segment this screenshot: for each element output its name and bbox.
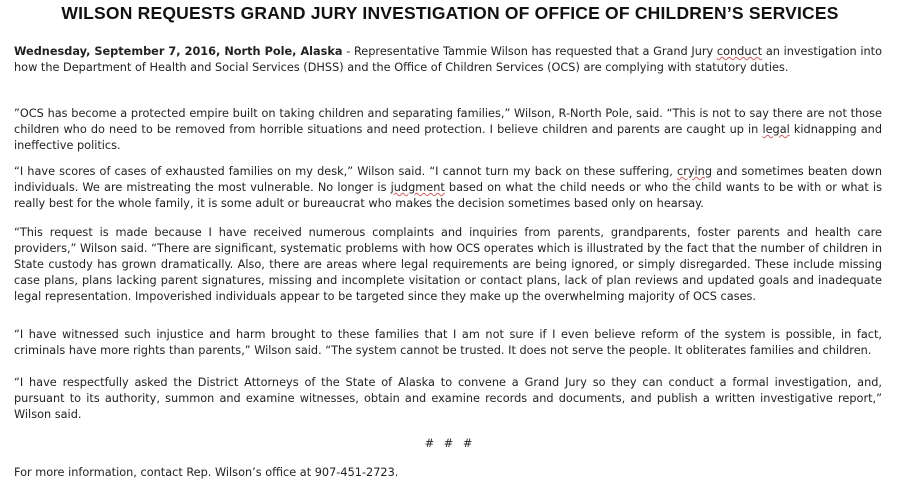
paragraph-text: and sometimes beaten down individuals. We are mistreating the most vulnerable. No longer is [14,165,883,194]
headline: WILSON REQUESTS GRAND JURY INVESTIGATION OF OFFICE OF CHILDREN’S SERVICES [61,3,839,23]
paragraph-text: an investigation into how the Department of Health and Social Services (DHSS) and the Office of Children Services (OCS) are complying with statutory duties. [14,45,882,74]
paragraph-quote-5: “I have respectfully asked the District Attorneys of the State of Alaska to convene a Grand Jury so they can conduct a formal investigation, and, pursuant to its authority, summon and examine witnesses, obtain and examine records and documents, and publish a written investigative report,” Wilson said. [14,376,882,421]
spellcheck-word: legal [762,123,790,136]
paragraph-text: “I have scores of cases of exhausted families on my desk,” Wilson said. “I cannot turn my back on these suffering, [14,165,677,178]
spellcheck-word: crying [677,165,713,178]
paragraph-text: - Representative Tammie Wilson has requested that a Grand Jury [342,45,717,58]
paragraph-text: based on what the child needs or who the child wants to be with or what is really best for the whole family, it is some adult or bureaucrat who makes the decision sometimes based only on hearsay. [14,181,882,210]
contact-line: For more information, contact Rep. Wilson’s office at 907-451-2723. [14,466,399,479]
paragraph-text: kidnapping and ineffective politics. [14,123,882,152]
spellcheck-word: judgment [390,181,445,194]
section-separator: # # # [424,437,476,450]
paragraph-quote-4: “I have witnessed such injustice and harm brought to these families that I am not sure if I even believe reform of the system is possible, in fact, criminals have more rights than parents,” Wilson said. “The system cannot be trusted. It does not serve the people. It obliterates families and children. [14,328,882,357]
paragraph-text: ”OCS has become a protected empire built on taking children and separating families,” Wilson, R-North Pole, said. “This is not to say there are not those children who do need to be removed from horrible situations and need protection. I believe children and parents are caught up in [14,107,882,136]
dateline: Wednesday, September 7, 2016, North Pole, Alaska [14,45,343,58]
paragraph-quote-2 [14,164,882,212]
spellcheck-word: conduct [716,45,763,58]
paragraph-quote-1 [14,106,882,154]
paragraph-intro [14,44,882,76]
paragraph-quote-3: “This request is made because I have received numerous complaints and inquiries from parents, grandparents, foster parents and health care providers,” Wilson said. “There are significant, systematic problems with how OCS operates which is illustrated by the fact that the number of children in State custody has grown dramatically. Also, there are areas where legal requirements are being ignored, or simply disregarded. These include missing case plans, plans lacking parent signatures, missing and incomplete visitation or contact plans, lack of plan reviews and updated goals and inadequate legal representation. Impoverished individuals appear to be targeted since they make up the overwhelming majority of OCS cases. [14,226,882,303]
